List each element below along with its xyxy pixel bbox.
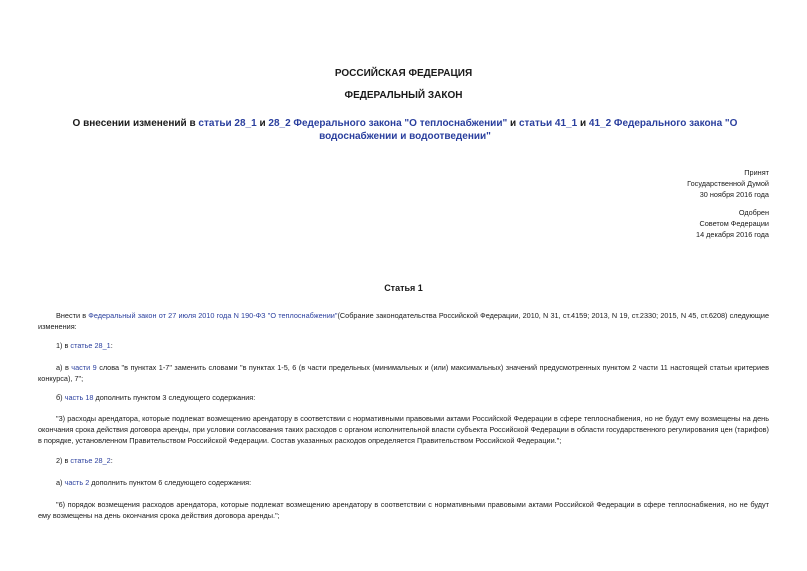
p1-post: (Собрание законодательства Российской Федерации, 2010, N 31, ст.4159; 2013, N 19, ст.2330; 2015, N 45, ст.6208) следующие изменения: [38, 311, 769, 331]
p6-post: : [110, 456, 113, 465]
p1-pre: Внести в [56, 311, 89, 320]
title-text-4: и [577, 118, 589, 129]
link-federal-law-190[interactable]: Федеральный закон от 27 июля 2010 года N 190-ФЗ "О теплоснабжении" [88, 311, 338, 320]
link-part-18[interactable]: часть 18 [64, 393, 94, 402]
link-part-2[interactable]: часть 2 [64, 478, 90, 487]
link-article-41-1[interactable]: статьи 41_1 [518, 118, 578, 129]
link-article-41-2[interactable]: 41_2 Федерального закона "О водоснабжении и водоотведении" [319, 118, 738, 142]
title-text-2: и [256, 118, 269, 129]
adoption-council-block [696, 207, 769, 240]
paragraph-intro [38, 310, 769, 332]
paragraph-item-2 [38, 455, 769, 466]
country-heading: РОССИЙСКАЯ ФЕДЕРАЦИЯ [334, 68, 473, 79]
link-part-9[interactable]: части 9 [71, 363, 97, 372]
link-article-28-2[interactable]: 28_2 Федерального закона "О теплоснабжении" [268, 118, 508, 129]
title-text-3: и [507, 118, 519, 129]
adopted-date: 30 ноября 2016 года [699, 190, 769, 199]
p7-pre: а) [56, 478, 65, 487]
approved-date: 14 декабря 2016 года [696, 230, 769, 239]
link-article-28-1[interactable]: статьи 28_1 [198, 118, 257, 129]
law-title [40, 117, 770, 143]
adopted-label: Принят [744, 168, 769, 177]
p4-post: дополнить пунктом 3 следующего содержания: [93, 393, 256, 402]
paragraph-quote-3: "3) расходы арендатора, которые подлежат возмещению арендатору в соответствии с нормативными правовыми актами Российской Федерации в сфере теплоснабжения, но не будут ему возмещены на день окончания срока действия договора аренды, при условии согласования таких расходов с органом исполнительной власти субъекта Российской Федерации в области государственного регулирования цен (тарифов) в порядке, установленном Правительством Российской Федерации. Состав указанных расходов определяется Правительством Российской Федерации."; [38, 414, 769, 445]
p2-post: : [110, 341, 113, 350]
article-title: Статья 1 [384, 283, 423, 293]
approved-body: Советом Федерации [699, 219, 769, 228]
approved-label: Одобрен [738, 208, 769, 217]
link-article-28-2-body[interactable]: статье 28_2 [70, 456, 111, 465]
p6-pre: 2) в [56, 456, 71, 465]
p7-post: дополнить пунктом 6 следующего содержания: [89, 478, 252, 487]
p4-pre: б) [56, 393, 65, 402]
adoption-duma-block [687, 167, 769, 200]
link-article-28-1-body[interactable]: статье 28_1 [70, 341, 111, 350]
paragraph-item-1 [38, 340, 769, 351]
law-type-heading: ФЕДЕРАЛЬНЫЙ ЗАКОН [344, 90, 463, 101]
p2-pre: 1) в [56, 341, 71, 350]
paragraph-item-2a [38, 477, 769, 488]
p3-post: слова "в пунктах 1-7" заменить словами "в пунктах 1-5, 6 (в части предельных (минимальных и (или) максимальных) значений предусмотренных пунктом 2 части 11 настоящей статьи критериев конкурса), 7"; [38, 363, 770, 383]
paragraph-item-1b [38, 392, 769, 403]
paragraph-item-1a [38, 362, 769, 384]
paragraph-quote-6: "6) порядок возмещения расходов арендатора, которые подлежат возмещению арендатору в соответствии с нормативными правовыми актами Российской Федерации в сфере теплоснабжения, но не будут ему возмещены на день окончания срока действия договора аренды."; [38, 500, 769, 520]
adopted-body: Государственной Думой [687, 179, 769, 188]
title-text-1: О внесении изменений в [72, 118, 199, 129]
p3-pre: а) в [56, 363, 72, 372]
